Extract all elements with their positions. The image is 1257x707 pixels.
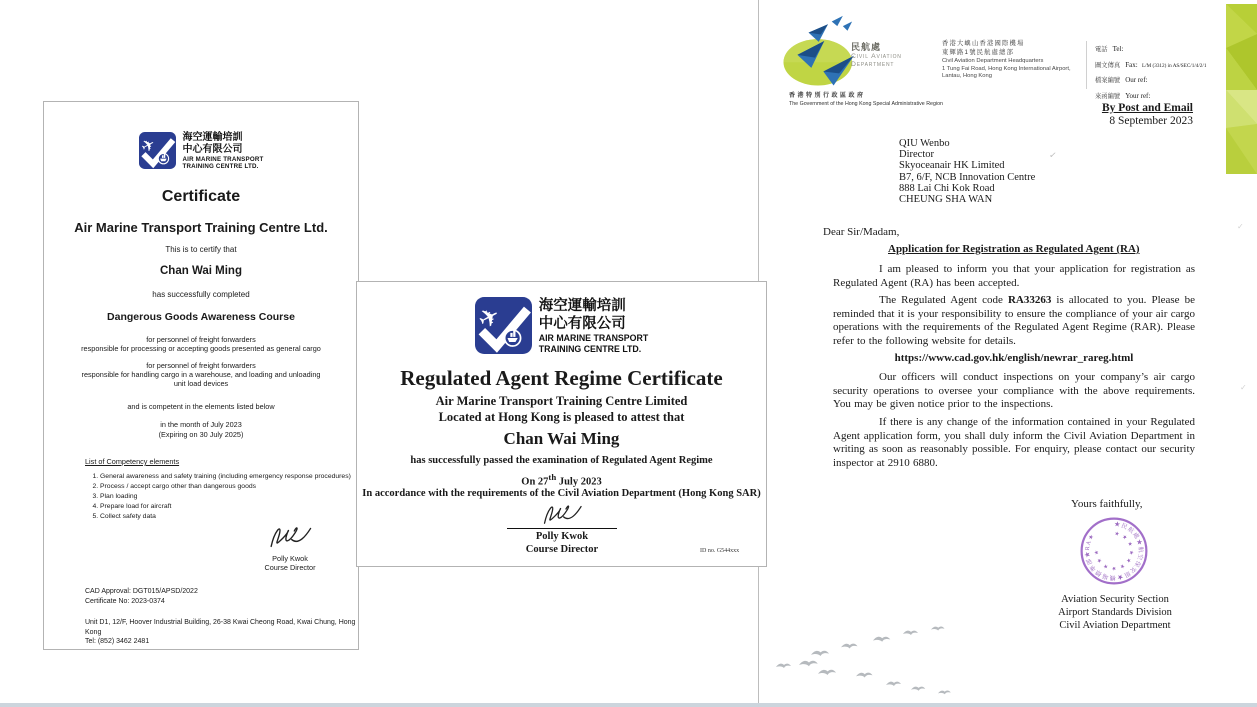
bottom-bar [0, 703, 1257, 707]
audience-paragraph-1 [44, 335, 358, 353]
amt-logo-cn-line2: 中心有限公司 [538, 316, 626, 332]
exam-date-ordinal: th [548, 472, 557, 482]
pen-tick-icon: ✓ [1048, 149, 1058, 161]
cad-logo-wordmark [851, 40, 902, 69]
amt-logo-en-line1: AIR MARINE TRANSPORT [538, 333, 649, 343]
course-title: Dangerous Goods Awareness Course [107, 311, 295, 323]
our-ref-label-en: Our ref: [1125, 76, 1148, 85]
svg-text:★民航處★航空保安組★機場標準部★RA★: ★民航處★航空保安組★機場標準部★RA★ [1084, 521, 1144, 581]
sender-line: Civil Aviation Department [1059, 620, 1171, 631]
audience2-line2: responsible for handling cargo in a warehouse, and loading and unloading [81, 370, 321, 380]
sender-block [1031, 593, 1199, 632]
signer-block [487, 530, 637, 556]
headquarters-address [942, 39, 1071, 81]
signature-icon [266, 522, 314, 552]
pen-tick-icon: ✓ [1240, 383, 1247, 392]
audience1-line1: for personnel of freight forwarders [146, 335, 256, 344]
cad-approval: CAD Approval: DGT015/APSD/2022 [85, 588, 198, 595]
recipient-line: Skyoceanair HK Limited [899, 160, 1005, 172]
audience2-line3: unit load devices [173, 379, 229, 389]
delivery-block [1009, 102, 1193, 127]
signer-name: Polly Kwok [535, 531, 589, 542]
sender-line: Airport Standards Division [1058, 607, 1172, 618]
signature-line [507, 528, 617, 529]
green-corner-decoration [1226, 4, 1257, 174]
competent-line: and is competent in the elements listed below [127, 402, 275, 411]
amt-logo-icon [475, 297, 532, 354]
certificate-org: Air Marine Transport Training Centre Ltd. [74, 220, 328, 235]
government-cn: 香港特別行政區政府 [789, 93, 866, 99]
signer-title: Course Director [264, 563, 316, 572]
recipient-line: Director [899, 149, 934, 161]
approval-block [85, 587, 198, 606]
recipient-line: QIU Wenbo [899, 138, 950, 149]
recipient-line: 888 Lai Chi Kok Road [899, 182, 995, 194]
cad-acceptance-letter [758, 0, 1257, 703]
issuer-address: Unit D1, 12/F, Hoover Industrial Building, 26-38 Kwai Cheong Road, Kwai Chung, Hong Kong [85, 619, 356, 636]
amt-logo-icon [139, 132, 176, 169]
para2-pre: The Regulated Agent code [879, 294, 1008, 306]
reference-block [1095, 41, 1150, 104]
amt-logo-cn-line1: 海空運輸培訓 [182, 132, 243, 143]
recipient-line: B7, 6/F, NCB Innovation Centre [899, 171, 1036, 183]
expiry-line: (Expiring on 30 July 2025) [158, 430, 244, 439]
delivery-method: By Post and Email [1101, 102, 1193, 114]
tel-label-cn: 電話 [1095, 46, 1108, 53]
body-paragraph-4: If there is any change of the information contained in your Regulated Agent application form, you shall duly inform the Civil Aviation Department in writing as soon as reasonably possible. For enquiry, please contact our security inspector at 2910 6880. [833, 416, 1195, 469]
signer-name: Polly Kwok [272, 554, 308, 563]
hq-en-line3: Lantau, Hong Kong [942, 73, 992, 80]
signer-block [240, 554, 340, 572]
certify-line: This is to certify that [165, 245, 237, 254]
regulated-agent-certificate [356, 281, 767, 567]
issuer-address-block [85, 618, 358, 647]
dept-name-cn: 民航處 [851, 42, 882, 52]
exam-date-pre: On 27 [521, 476, 549, 488]
certificate-title: Certificate [161, 188, 241, 205]
body-paragraph-2 [833, 294, 1195, 348]
amt-logo-en-line2: TRAINING CENTRE LTD. [182, 163, 259, 171]
birds-icon [771, 620, 971, 705]
closing: Yours faithfully, [1071, 498, 1143, 510]
passed-line: has successfully passed the examination of Regulated Agent Regime [410, 455, 713, 466]
competency-list [85, 472, 353, 522]
your-ref-label-cn: 來函編號 [1095, 93, 1121, 101]
tel-row [1095, 41, 1150, 57]
completed-line: has successfully completed [152, 290, 250, 299]
salutation: Dear Sir/Madam, [823, 226, 900, 238]
competency-item: 1. General awareness and safety training (including emergency response procedures) [100, 472, 353, 482]
pen-tick-icon: ✓ [1237, 222, 1244, 231]
sender-line: Aviation Security Section [1061, 594, 1169, 605]
hq-en-line2: 1 Tung Fai Road, Hong Kong International Airport, [942, 65, 1071, 72]
certificate-title: Regulated Agent Regime Certificate [400, 366, 723, 390]
svg-text:★★★★★★★★★★: ★★★★★★★★★★ [1094, 530, 1135, 571]
dept-name-en-line1: Civil Aviation [851, 53, 902, 60]
header-divider [1086, 41, 1087, 89]
accordance-line: In accordance with the requirements of the Civil Aviation Department (Hong Kong SAR) [362, 488, 761, 499]
amt-logo [44, 132, 358, 171]
competency-list-heading: List of Competency elements [85, 457, 180, 466]
department-stamp-icon [1077, 514, 1151, 588]
exam-date-line [357, 472, 766, 488]
attest-line: Located at Hong Kong is pleased to attest that [438, 410, 685, 424]
tel-label-en: Tel: [1112, 45, 1124, 53]
fax-label-en: Fax: [1125, 60, 1138, 69]
issuer-tel: Tel: (852) 3462 2481 [85, 638, 150, 645]
subject-line: Application for Registration as Regulated Agent (RA) [888, 243, 1140, 255]
amt-logo-en-line2: TRAINING CENTRE LTD. [538, 343, 642, 354]
fax-label-cn: 圖文傳真 [1095, 61, 1121, 69]
our-ref-row [1095, 72, 1150, 88]
our-ref-label-cn: 檔案編號 [1095, 77, 1121, 85]
hq-cn-line2: 東輝路1號民航處總部 [942, 49, 1015, 56]
certificate-number: Certificate No: 2023-0374 [85, 597, 165, 605]
audience1-line2: responsible for processing or accepting goods presented as general cargo [81, 344, 321, 354]
body-paragraph-3: Our officers will conduct inspections on your company’s air cargo security operations to oversee your compliance with the above requirements. You may be given notice prior to the inspections. [833, 371, 1195, 410]
amt-logo-text [183, 132, 264, 171]
amt-logo-cn-line1: 海空運輸培訓 [538, 298, 626, 314]
competency-item: 2. Process / accept cargo other than dangerous goods [100, 482, 353, 492]
signer-title: Course Director [525, 544, 599, 555]
month-line: in the month of July 2023 [160, 420, 242, 429]
regulated-agent-code: RA33263 [1007, 294, 1052, 306]
website-link: https://www.cad.gov.hk/english/newrar_rareg.html [894, 352, 1134, 364]
audience-paragraph-2 [44, 361, 358, 389]
body-paragraph-1: I am pleased to inform you that your application for registration as Regulated Agent (RA) has been accepted. [833, 263, 1195, 289]
government-en: The Government of the Hong Kong Special Administrative Region [789, 101, 943, 107]
id-note: ID no. G544xxx [700, 548, 740, 554]
trainee-name: Chan Wai Ming [503, 429, 620, 448]
audience2-line1: for personnel of freight forwarders [146, 361, 256, 370]
government-line [789, 90, 943, 107]
exam-date-post: July 2023 [556, 476, 602, 488]
your-ref-label-en: Your ref: [1125, 92, 1151, 101]
competency-item: 3. Plan loading [100, 492, 353, 502]
signature-icon [535, 501, 589, 528]
para2-post: is allocated to you. Please be reminded that it is your responsibility to ensure the compliance of your air cargo operations with the requirements of the Regulated Agent Regime (RAR). Please refer to the following website for details. [833, 294, 1195, 347]
trainee-name: Chan Wai Ming [160, 265, 242, 277]
competency-item: 5. Collect safety data [100, 512, 353, 522]
amt-logo [357, 297, 766, 354]
letter-date: 8 September 2023 [1109, 115, 1193, 127]
amt-logo-text [539, 297, 648, 354]
amt-logo-cn-line2: 中心有限公司 [182, 144, 243, 155]
recipient-address [899, 138, 1035, 205]
hq-cn-line1: 香港大嶼山香港國際機場 [942, 40, 1025, 47]
amt-logo-en-line1: AIR MARINE TRANSPORT [182, 156, 264, 163]
dangerous-goods-certificate [43, 101, 359, 650]
recipient-line: CHEUNG SHA WAN [899, 194, 993, 206]
dept-name-en-line2: Department [851, 61, 895, 68]
competency-item: 4. Prepare load for aircraft [100, 502, 353, 512]
our-ref-value: L/M (3312) in AS/SEC/1/4/2/1 [1142, 63, 1207, 69]
certificate-org: Air Marine Transport Training Centre Limited [435, 394, 688, 408]
hq-en-line1: Civil Aviation Department Headquarters [942, 58, 1044, 64]
